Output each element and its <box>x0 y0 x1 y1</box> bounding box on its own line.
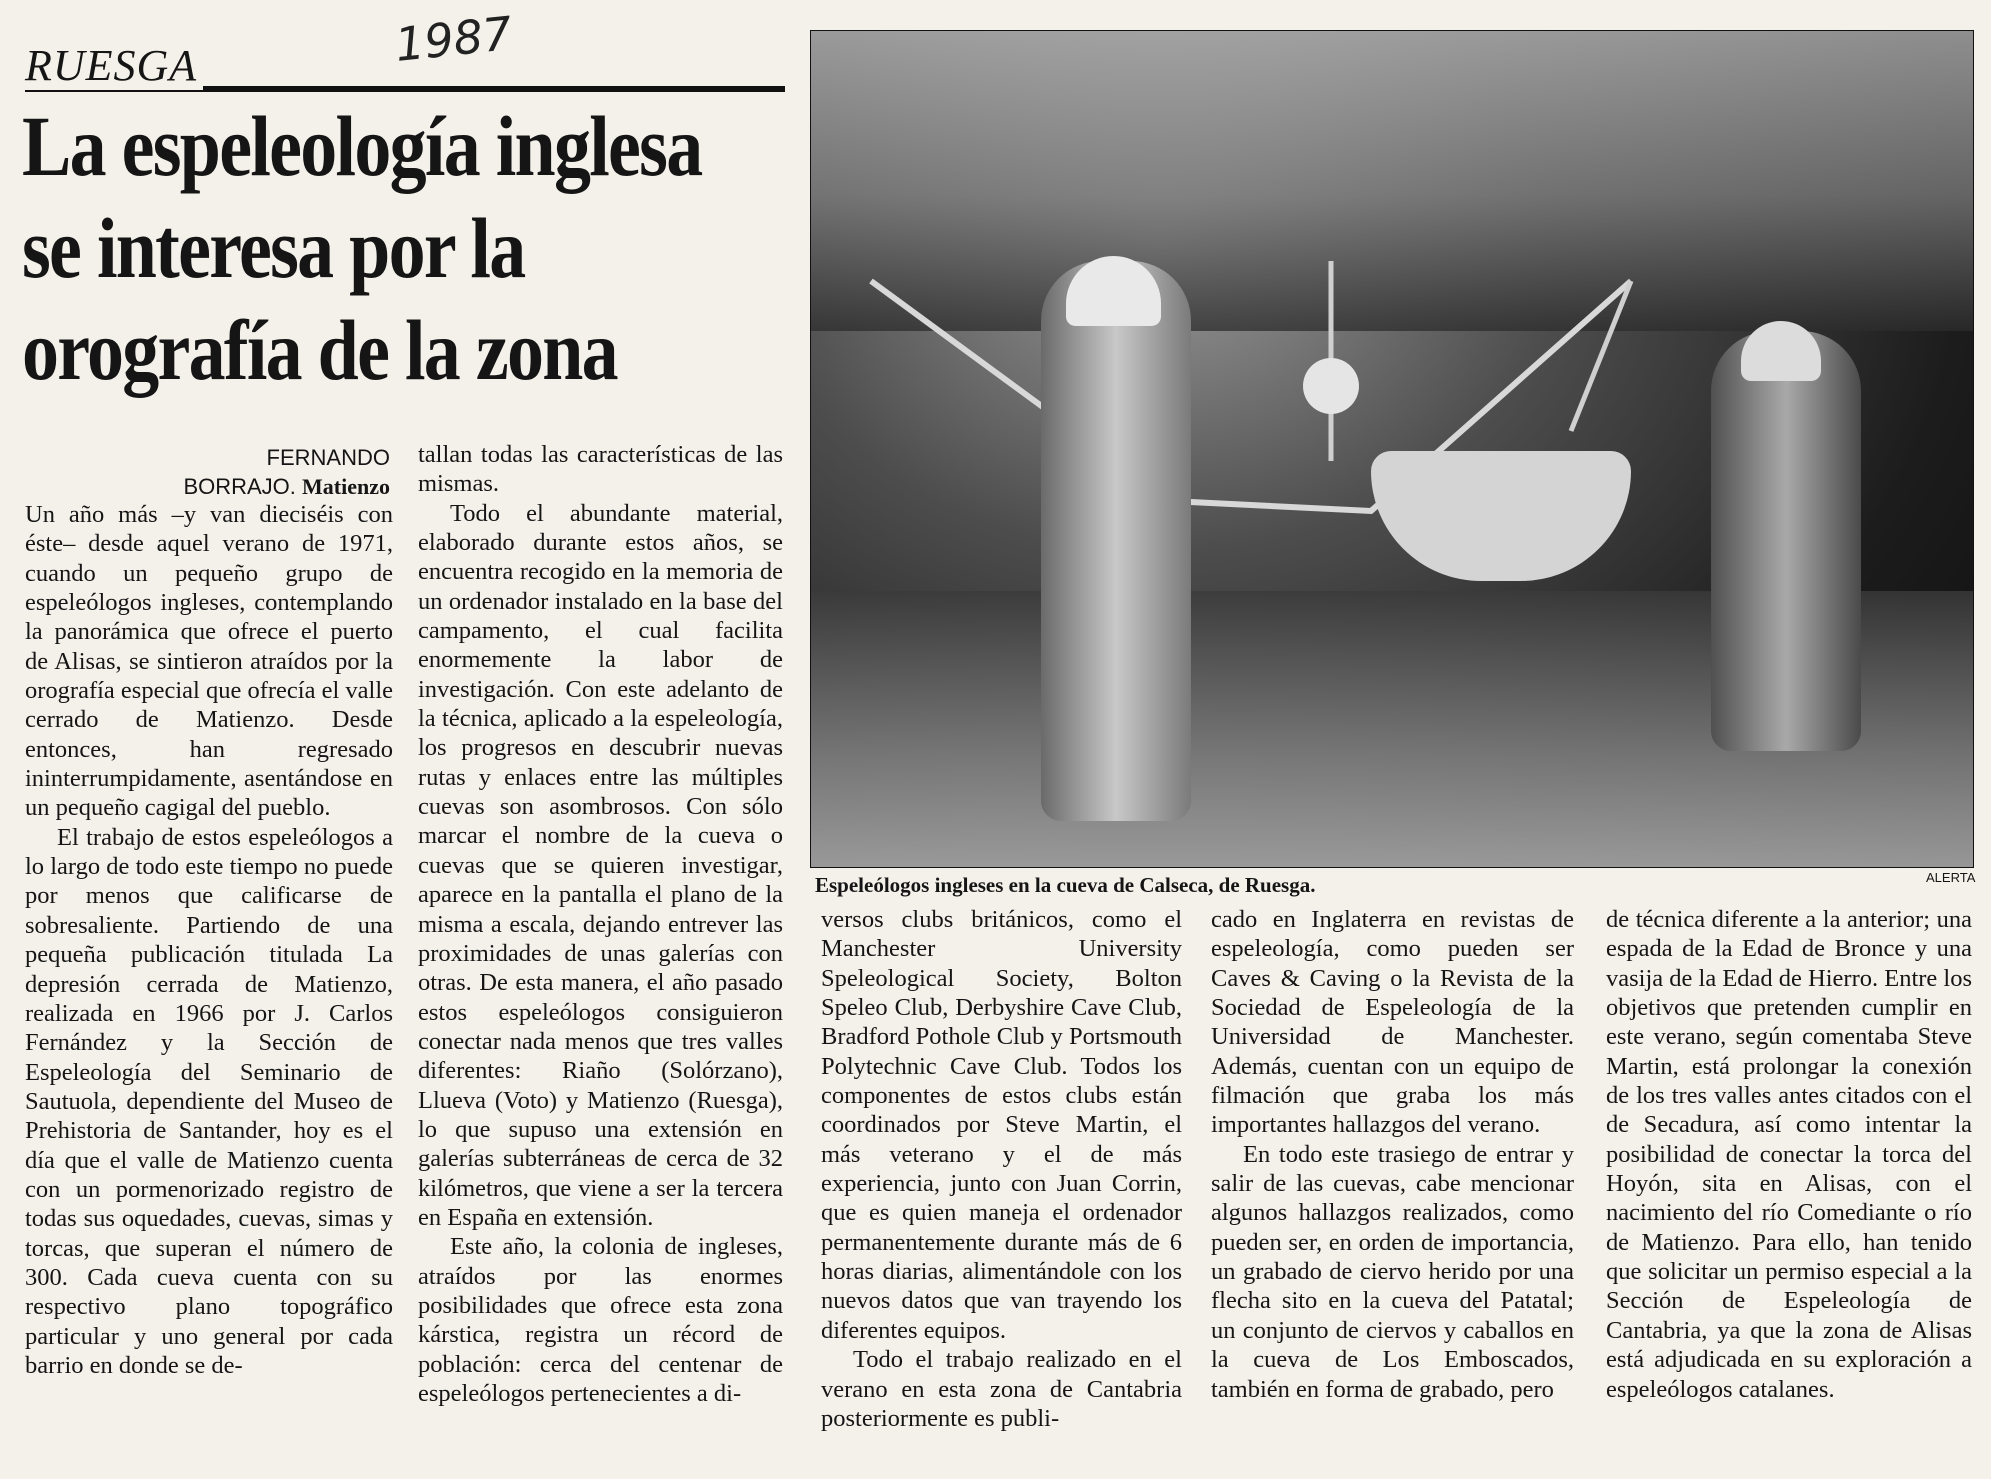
headline-line-1: La espeleología inglesa <box>22 98 702 194</box>
byline <box>170 443 390 501</box>
cave-photograph <box>810 30 1974 868</box>
article-column-5 <box>1606 905 1972 1404</box>
photo-credit: ALERTA <box>1926 870 1976 885</box>
paragraph: Todo el abundante material, elaborado durante estos años, se encuentra recogido en la memoria de un ordenador instalado en la base del campamento, el cual facilita enormemente la labor de investigación. Con este adelanto de la técnica, aplicado a la espeleología, los progresos en descubrir nuevas rutas y enlaces entre las múltiples cuevas son asombrosos. Con sólo marcar el nombre de la cueva o cuevas que se quieren investigar, aparece en la pantalla el plano de la misma a escala, dejando entrever las proximidades de unas galerías con otras. De esta manera, el año pasado estos espeleólogos consiguieron conectar nada menos que tres valles diferentes: Riaño (Solórzano), Llueva (Voto) y Matienzo (Ruesga), lo que supuso una extensión en galerías subterráneas de cerca de 32 kilómetros, que viene a ser la tercera en España en extensión. <box>418 499 783 1231</box>
caver-left <box>1041 261 1191 821</box>
photo-caption: Espeleólogos ingleses en la cueva de Calseca, de Ruesga. <box>815 873 1316 897</box>
paragraph: Todo el trabajo realizado en el verano en esta zona de Cantabria posteriormente es publi- <box>821 1346 1182 1432</box>
headline <box>22 95 702 401</box>
article-column-4 <box>1211 905 1574 1404</box>
paragraph: tallan todas las características de las mismas. <box>418 441 783 498</box>
headline-line-2: se interesa por la <box>22 200 525 296</box>
headline-line-3: orografía de la zona <box>22 302 617 398</box>
section-label <box>25 40 785 92</box>
handwritten-year-note: 1987 <box>392 6 515 72</box>
caver-right <box>1711 331 1861 751</box>
byline-author-1: FERNANDO <box>266 445 390 470</box>
paragraph: Este año, la colonia de ingleses, atraídos por las enormes posibilidades que ofrece esta zona kárstica, registra un récord de población: cerca del centenar de espeleólogos pertenecientes a di- <box>418 1233 783 1407</box>
article-column-1 <box>25 500 393 1380</box>
article-column-3 <box>821 905 1182 1433</box>
byline-author-2-text: BORRAJO. <box>183 474 296 499</box>
section-label-text: RUESGA <box>25 41 203 90</box>
paragraph: de técnica diferente a la anterior; una espada de la Edad de Bronce y una vasija de la Edad de Hierro. Entre los objetivos que pretenden cumplir en este verano, según comentaba Steve Martin, está prolongar la conexión de los tres valles antes citados con el de Secadura, así como intentar la posibilidad de conectar la torca del Hoyón, sita en Alisas, con el nacimiento del río Comediante o río de Matienzo. Para ello, han tenido que solicitar un permiso especial a la Sección de Espeleología de Cantabria, ya que la zona de Alisas está adjudicada en su exploración a espeleólogos catalanes. <box>1606 906 1973 1403</box>
article-column-2 <box>418 440 783 1408</box>
byline-author-2 <box>170 472 390 501</box>
paragraph: El trabajo de estos espeleólogos a lo largo de todo este tiempo no puede por menos que calificarse de sobresaliente. Partiendo de una pequeña publicación titulada La depresión cerrada de Matienzo, realizada en 1966 por J. Carlos Fernández y la Sección de Espeleología del Seminario de Sautuola, dependiente del Museo de Prehistoria de Santander, hoy es el día que el valle de Matienzo cuenta con un pormenorizado registro de todas sus oquedades, cuevas, simas y torcas, que superan el número de 300. Cada cueva cuenta con su respectivo plano topográfico particular y uno general por cada barrio en donde se de- <box>25 823 393 1379</box>
byline-place: Matienzo <box>302 474 390 499</box>
paragraph: cado en Inglaterra en revistas de espeleología, como pueden ser Caves & Caving o la Revista de la Sociedad de Espeleología de la Universidad de Manchester. Además, cuentan con un equipo de filmación que graba los más importantes hallazgos del verano. <box>1211 906 1574 1139</box>
paragraph: Un año más –y van dieciséis con éste– desde aquel verano de 1971, cuando un pequeño grupo de espeleólogos ingleses, contemplando la panorámica que ofrece el puerto de Alisas, se sintieron atraídos por la orografía especial que ofrecía el valle cerrado de Matienzo. Desde entonces, han regresado ininterrumpidamente, asentándose en un pequeño cagigal del pueblo. <box>25 501 393 822</box>
paragraph: versos clubs británicos, como el Manchester University Speleological Society, Bolton Speleo Club, Derbyshire Cave Club, Bradford Pothole Club y Portsmouth Polytechnic Cave Club. Todos los componentes de estos clubs están coordinados por Steve Martin, el más veterano y el de más experiencia, junto con Juan Corrin, que es quien maneja el ordenador permanentemente durante más de 6 horas diarias, alimentándole con los nuevos datos que van trayendo los diferentes equipos. <box>821 906 1182 1344</box>
paragraph: En todo este trasiego de entrar y salir de las cuevas, cabe mencionar algunos hallazgos realizados, como pueden ser, en orden de importancia, un grabado de ciervo herido por una flecha sito en la cueva del Patatal; un conjunto de ciervos y caballos en la cueva de Los Emboscados, también en forma de grabado, pero <box>1211 1140 1574 1403</box>
